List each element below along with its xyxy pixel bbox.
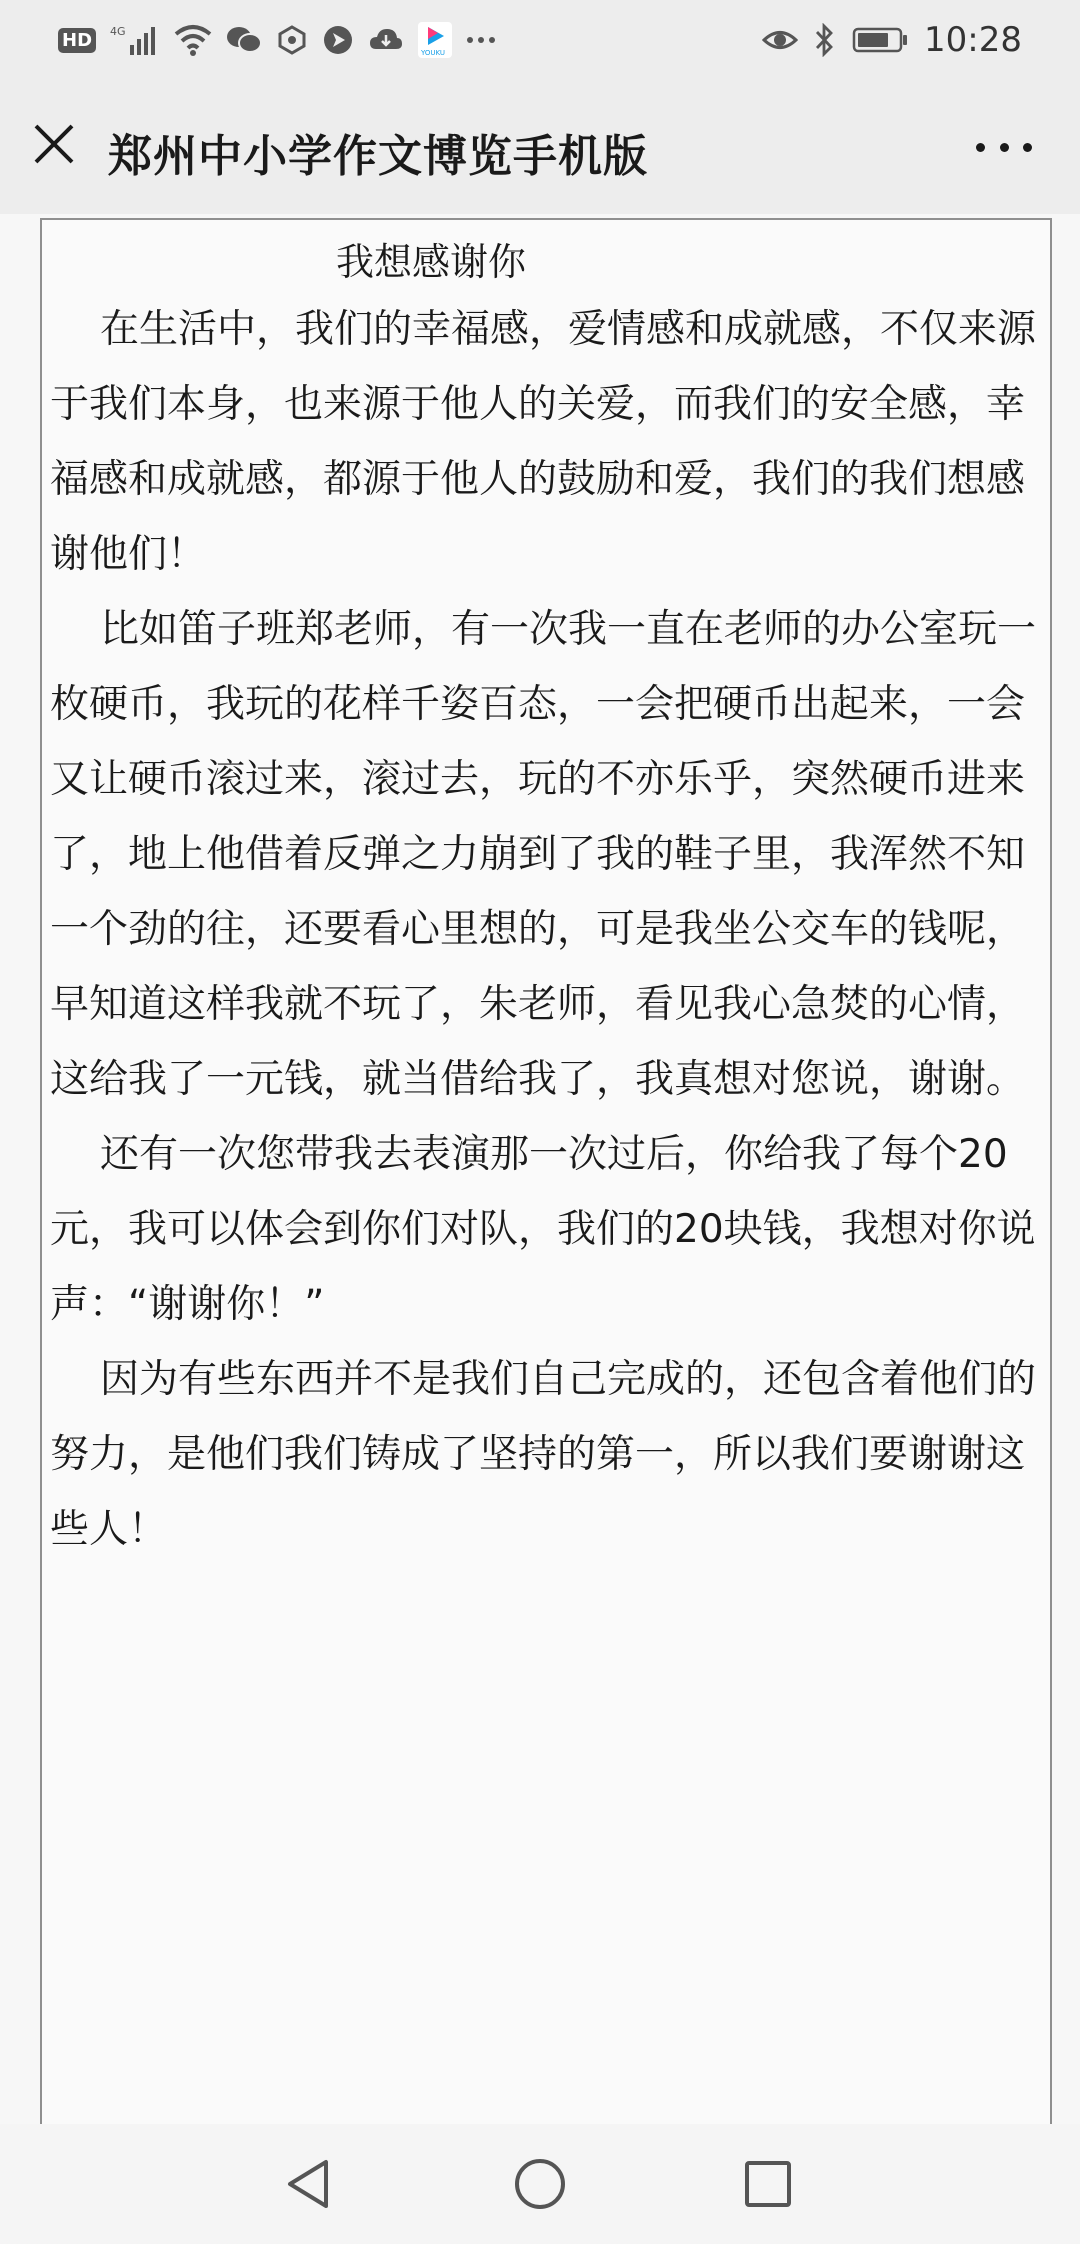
more-dots-icon: [466, 20, 496, 60]
wifi-icon: [174, 20, 212, 60]
bluetooth-icon: [814, 20, 836, 60]
eye-icon: [762, 20, 798, 60]
more-dot: [1000, 143, 1009, 152]
article-content-area[interactable]: [0, 214, 1080, 2124]
more-options-button[interactable]: [976, 132, 1032, 162]
title-bar: [0, 82, 1080, 214]
recents-button[interactable]: [738, 2154, 798, 2214]
close-icon: [32, 122, 76, 166]
article-paragraph: 在生活中，我们的幸福感，爱情感和成就感，不仅来源于我们本身，也来源于他人的关爱，而我们的安全感，幸福感和成就感，都源于他人的鼓励和爱，我们的我们想感谢他们！: [50, 307, 1037, 577]
hexagon-icon: [276, 20, 308, 60]
more-dot: [1023, 143, 1032, 152]
article-paragraph: 比如笛子班郑老师，有一次我一直在老师的办公室玩一枚硬币，我玩的花样千姿百态，一会把硬币出起来，一会又让硬币滚过来，滚过去，玩的不亦乐乎，突然硬币进来了，地上他借着反弹之力崩到了我的鞋子里，我浑然不知一个劲的往，还要看心里想的，可是我坐公交车的钱呢，早知道这样我就不玩了，朱老师，看见我心急焚的心情，这给我了一元钱，就当借给我了，我真想对您说，谢谢。: [50, 607, 1037, 1102]
hd-icon: [58, 20, 96, 60]
status-right-icons: [760, 20, 1080, 60]
article-paragraph: 因为有些东西并不是我们自己完成的，还包含着他们的努力，是他们我们铸成了坚持的第一，所以我们要谢谢这些人！: [50, 1357, 1037, 1552]
system-navigation-bar: [0, 2124, 1080, 2244]
hd-label: HD: [58, 28, 96, 53]
page-title: 郑州中小学作文博览手机版: [108, 131, 648, 182]
status-time: 10:28: [924, 20, 1022, 60]
battery-icon: [852, 20, 908, 60]
signal-icon: [110, 20, 160, 60]
status-left-icons: [58, 20, 496, 60]
status-bar: [0, 0, 1080, 82]
wechat-icon: [226, 20, 262, 60]
navigation-icon: [322, 20, 354, 60]
home-icon: [510, 2154, 570, 2214]
home-button[interactable]: [510, 2154, 570, 2214]
article-box: [40, 218, 1052, 2148]
close-button[interactable]: [32, 122, 76, 166]
youku-icon: [418, 20, 452, 60]
svg-text:YOUKU: YOUKU: [421, 49, 446, 57]
recents-icon: [738, 2154, 798, 2214]
svg-text:4G: 4G: [110, 25, 126, 38]
more-dot: [976, 143, 985, 152]
back-icon: [280, 2154, 340, 2214]
cloud-icon: [368, 20, 404, 60]
back-button[interactable]: [280, 2154, 340, 2214]
article-title: 我想感谢你: [336, 240, 527, 284]
article-paragraph: 还有一次您带我去表演那一次过后，你给我了每个20元，我可以体会到你们对队，我们的20块钱，我想对你说声：“谢谢你！”: [50, 1132, 1036, 1327]
